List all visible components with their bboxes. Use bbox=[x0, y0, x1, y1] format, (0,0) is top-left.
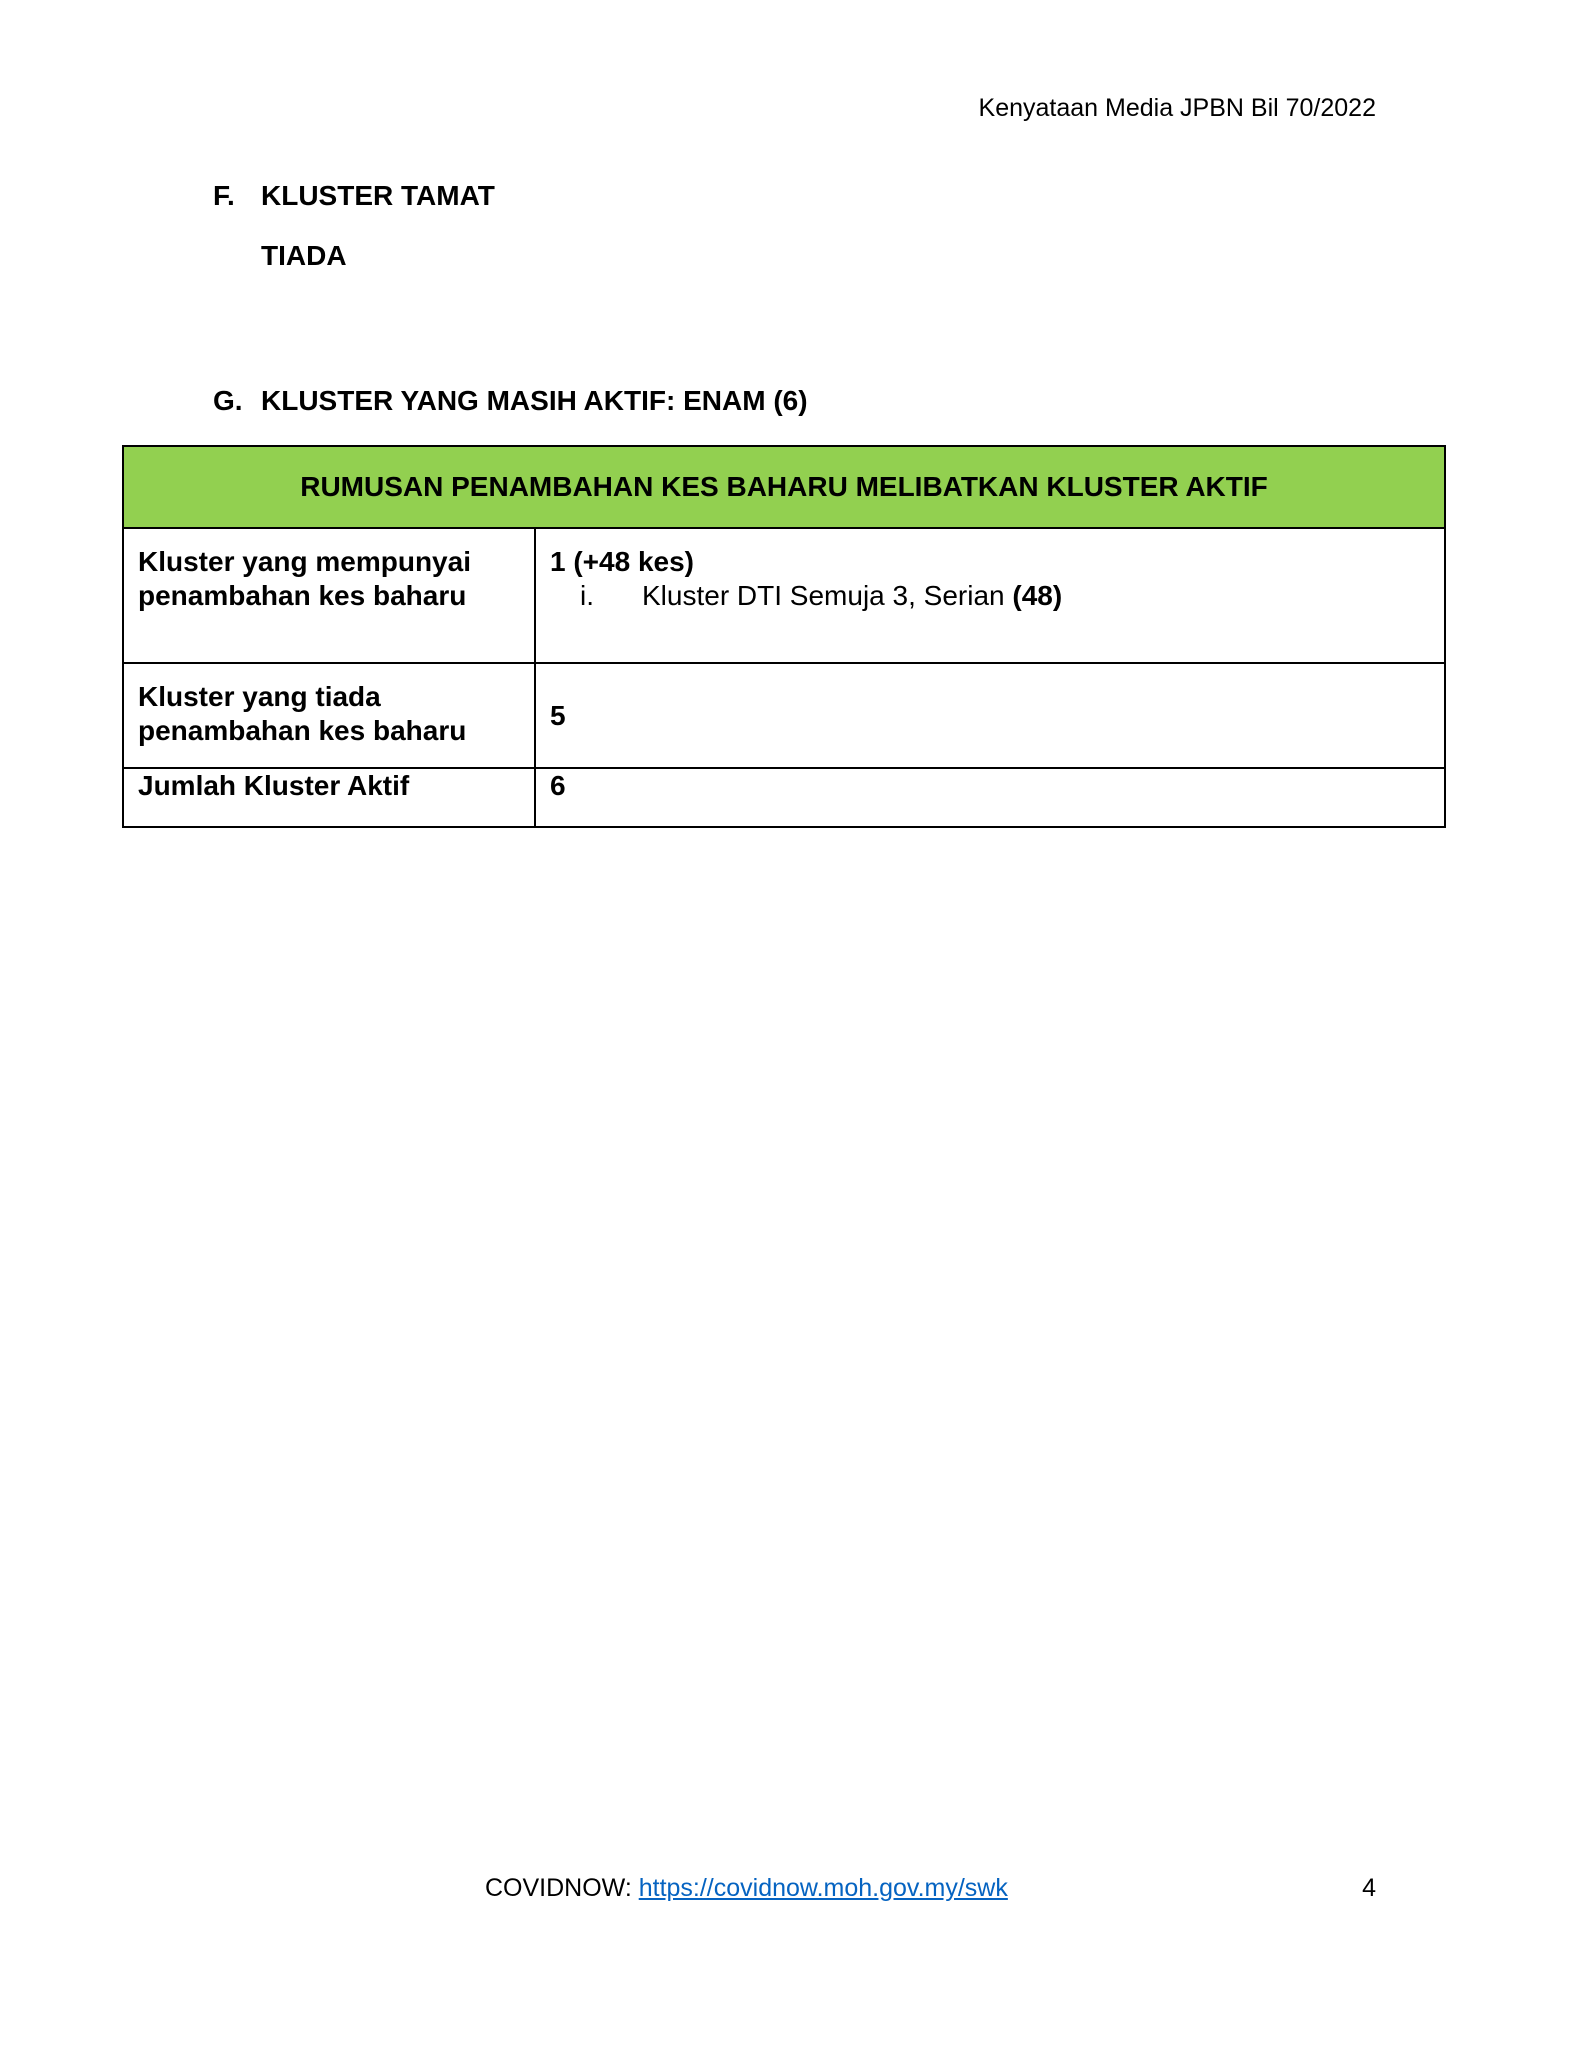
footer bbox=[485, 1872, 1008, 1904]
page-number: 4 bbox=[1362, 1874, 1376, 1902]
table-row bbox=[123, 528, 1445, 663]
row-label: Kluster yang mempunyai penambahan kes baharu bbox=[123, 528, 535, 663]
section-f-title: KLUSTER TAMAT bbox=[261, 180, 495, 211]
footer-prefix: COVIDNOW: bbox=[485, 1874, 639, 1902]
document-reference: Kenyataan Media JPBN Bil 70/2022 bbox=[978, 94, 1376, 122]
table-row bbox=[123, 768, 1445, 827]
cluster-name: Kluster DTI Semuja 3, Serian bbox=[642, 580, 1013, 611]
table-header-row bbox=[123, 446, 1445, 528]
row-value: 6 bbox=[535, 768, 1445, 827]
section-g-heading bbox=[213, 383, 808, 419]
table-header: RUMUSAN PENAMBAHAN KES BAHARU MELIBATKAN KLUSTER AKTIF bbox=[123, 446, 1445, 528]
row-value: 5 bbox=[535, 663, 1445, 768]
section-g-letter: G. bbox=[213, 385, 243, 416]
table-row bbox=[123, 663, 1445, 768]
section-f-content: TIADA bbox=[261, 240, 347, 271]
covidnow-link[interactable]: https://covidnow.moh.gov.my/swk bbox=[638, 1874, 1008, 1902]
section-f-heading bbox=[213, 178, 495, 214]
active-cluster-summary-table bbox=[122, 445, 1446, 828]
cluster-case-count: (48) bbox=[1012, 580, 1063, 611]
cluster-list-item bbox=[550, 579, 1432, 613]
row-value: 1 (+48 kes) bbox=[550, 546, 694, 577]
row-label: Kluster yang tiada penambahan kes baharu bbox=[123, 663, 535, 768]
row-label: Jumlah Kluster Aktif bbox=[123, 768, 535, 827]
section-f-letter: F. bbox=[213, 180, 235, 211]
section-g-title: KLUSTER YANG MASIH AKTIF: ENAM (6) bbox=[261, 385, 808, 416]
row-value-cell bbox=[535, 528, 1445, 663]
list-marker: i. bbox=[580, 580, 594, 611]
